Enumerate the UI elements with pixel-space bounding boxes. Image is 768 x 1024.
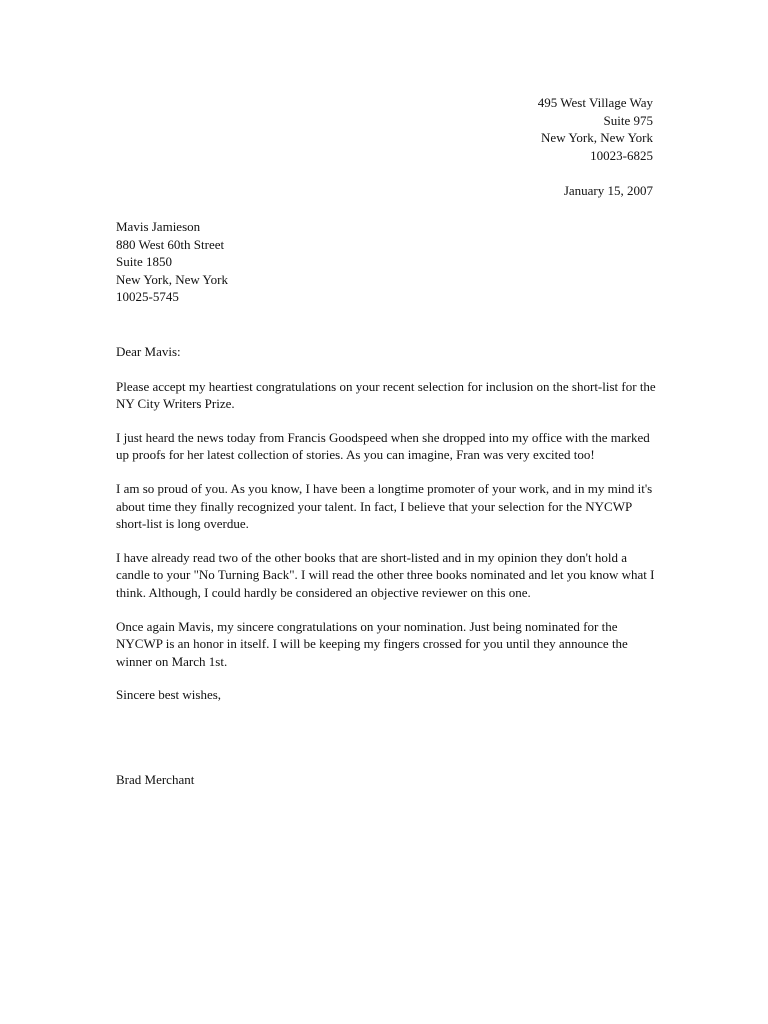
recipient-name: Mavis Jamieson	[116, 219, 201, 234]
paragraph-line: winner on March 1st.	[116, 653, 228, 669]
paragraph-line: I have already read two of the other books that are short-listed and in my opinion they don't hold a	[116, 549, 628, 565]
letter-date: January 15, 2007	[563, 183, 653, 198]
paragraph-line: I am so proud of you. As you know, I have been a longtime promoter of your work, and in my mind it's	[116, 480, 653, 496]
letter-body	[116, 343, 656, 704]
paragraph-line: candle to your "No Turning Back". I will read the other three books nominated and let you know what I	[116, 567, 655, 583]
sender-zip: 10023-6825	[590, 147, 653, 163]
paragraph-line: Please accept my heartiest congratulations on your recent selection for inclusion on the short-list for the	[116, 378, 656, 394]
sender-city-state: New York, New York	[541, 130, 653, 146]
paragraph-line: think. Although, I could hardly be considered an objective reviewer on this one.	[116, 584, 531, 600]
paragraph-line: NYCWP is an honor in itself. I will be keeping my fingers crossed for you until they announce the	[116, 636, 628, 652]
sender-street: 495 West Village Way	[537, 95, 653, 110]
paragraph-line: Once again Mavis, my sincere congratulations on your nomination. Just being nominated for the	[116, 618, 618, 634]
paragraph	[116, 378, 656, 413]
recipient-zip: 10025-5745	[116, 289, 179, 305]
paragraph-line: up proofs for her latest collection of stories. As you can imagine, Fran was very excited too!	[116, 447, 595, 463]
recipient-address	[116, 218, 228, 306]
paragraph	[116, 429, 656, 464]
recipient-street: 880 West 60th Street	[116, 236, 225, 252]
closing: Sincere best wishes,	[116, 687, 222, 703]
paragraph	[116, 618, 656, 671]
paragraph-line: about time they finally recognized your talent. In fact, I believe that your selection for the NYCWP	[116, 498, 633, 514]
paragraph	[116, 480, 656, 533]
paragraph-line: NY City Writers Prize.	[116, 396, 235, 412]
sender-suite: Suite 975	[603, 112, 653, 128]
recipient-suite: Suite 1850	[116, 254, 172, 270]
paragraph-line: short-list is long overdue.	[116, 516, 249, 532]
signature-name: Brad Merchant	[116, 772, 195, 787]
sender-address	[538, 94, 653, 164]
greeting: Dear Mavis:	[116, 344, 181, 359]
paragraph-line: I just heard the news today from Francis Goodspeed when she dropped into my office with the marked	[116, 429, 650, 445]
recipient-city-state: New York, New York	[116, 271, 228, 287]
paragraph	[116, 549, 656, 602]
